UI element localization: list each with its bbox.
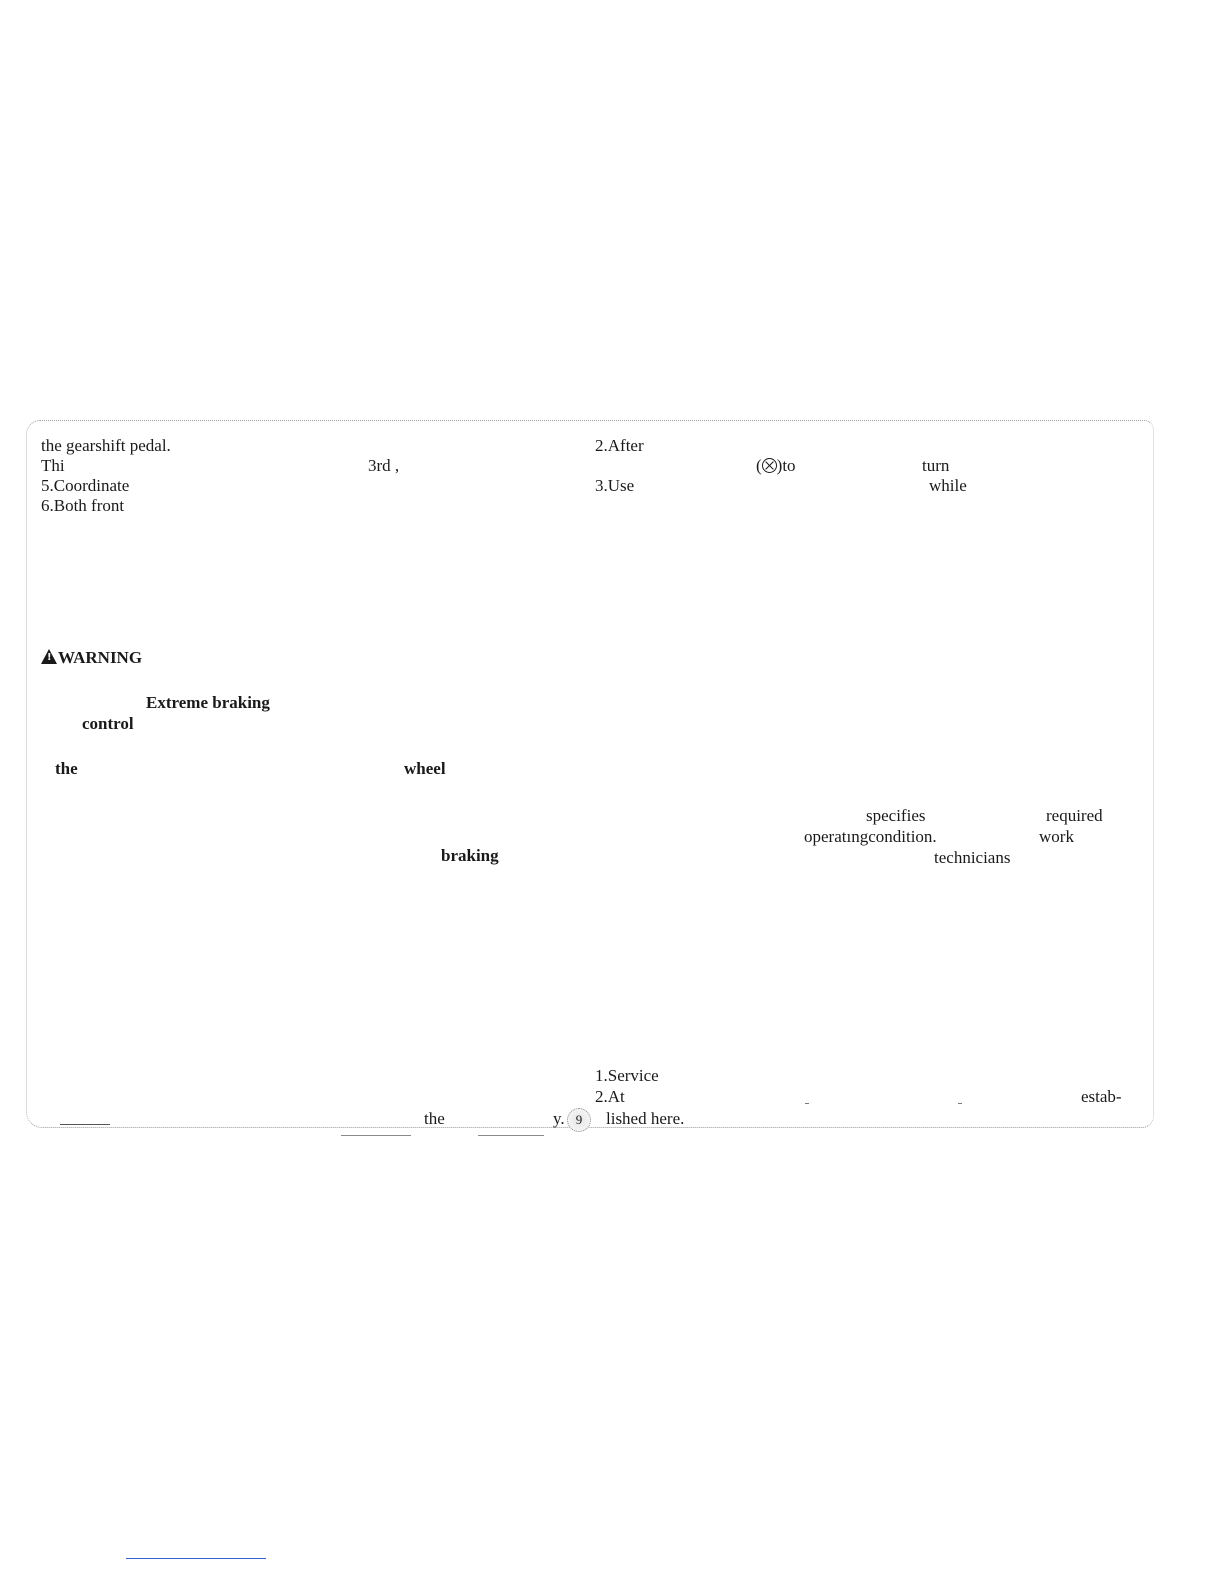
warning-label: WARNING xyxy=(58,648,143,667)
right-frag-work: work xyxy=(1039,827,1074,846)
garbled-mark xyxy=(478,1135,544,1136)
right-frag-technicians: technicians xyxy=(934,848,1011,867)
right-item-at: 2.At xyxy=(595,1087,625,1106)
left-frag-y: y. xyxy=(553,1109,565,1128)
bottom-underline-mark xyxy=(126,1558,266,1559)
right-frag-turn: turn xyxy=(922,456,950,475)
left-frag-extreme-braking: Extreme braking xyxy=(146,693,270,712)
right-line-use: 3.Use xyxy=(595,476,635,495)
left-line-3rd: 3rd , xyxy=(368,456,400,475)
right-frag-operating-condition: operatıngcondition. xyxy=(804,827,937,846)
warning-heading xyxy=(41,648,142,668)
page-border xyxy=(26,420,1154,1128)
right-frag-to: ( )to xyxy=(756,456,796,475)
left-line-both-front: 6.Both front xyxy=(41,496,125,515)
left-frag-the-bottom: the xyxy=(424,1109,445,1128)
page-number: 9 xyxy=(567,1108,591,1132)
left-line-gearshift: the gearshift pedal. xyxy=(41,436,171,455)
right-frag-required: required xyxy=(1046,806,1103,825)
circled-x-icon xyxy=(762,458,777,473)
left-frag-braking: braking xyxy=(441,846,499,865)
garbled-mark xyxy=(60,1124,110,1125)
left-line-coordinate: 5.Coordinate xyxy=(41,476,130,495)
warning-triangle-icon xyxy=(41,649,57,664)
right-frag-specifies: specifies xyxy=(866,806,926,825)
right-frag-estab: estab- xyxy=(1081,1087,1122,1106)
garbled-mark xyxy=(958,1103,962,1104)
right-item-service: 1.Service xyxy=(595,1066,659,1085)
garbled-mark xyxy=(341,1135,411,1136)
left-frag-wheel: wheel xyxy=(404,759,446,778)
garbled-mark xyxy=(805,1103,809,1104)
left-line-thi: Thi xyxy=(41,456,65,475)
right-frag-lished-here: lished here. xyxy=(606,1109,685,1128)
right-line-after: 2.After xyxy=(595,436,644,455)
left-frag-control: control xyxy=(82,714,134,733)
right-frag-while: while xyxy=(929,476,967,495)
left-frag-the: the xyxy=(55,759,78,778)
